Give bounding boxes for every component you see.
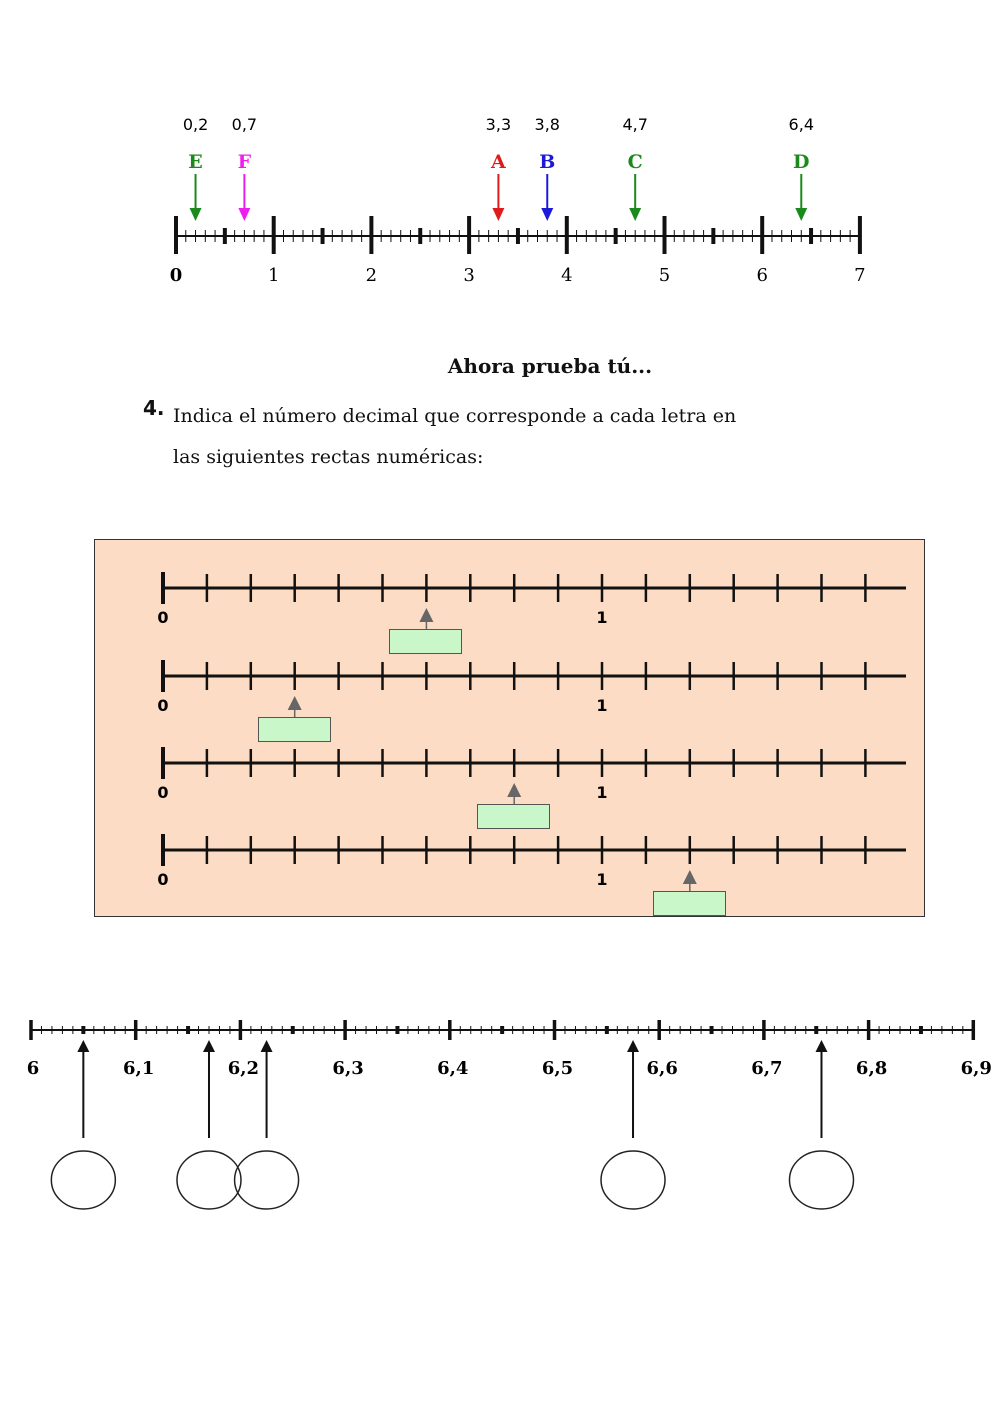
zero-label: 0: [157, 783, 169, 802]
example-number-line: [0, 0, 1000, 300]
answer-box[interactable]: [477, 804, 550, 829]
marker-value-label: 3,3: [485, 115, 512, 134]
answer-circle: [789, 1151, 853, 1209]
exercise-instruction-line-2: las siguientes rectas numéricas:: [173, 446, 484, 468]
zero-label: 0: [157, 870, 169, 889]
one-label: 1: [596, 696, 608, 715]
exercise-panel: [94, 539, 925, 917]
marker-value-label: 0,7: [231, 115, 258, 134]
marker-value-label: 4,7: [622, 115, 648, 134]
zero-label: 0: [157, 696, 169, 715]
answer-box[interactable]: [653, 891, 726, 916]
marker-arrow-head: [795, 208, 807, 221]
answer-circle: [51, 1151, 115, 1209]
marker-letter: C: [627, 151, 643, 173]
section-heading: Ahora prueba tú...: [447, 354, 653, 378]
exercise-instruction-line-1: Indica el número decimal que corresponde a cada letra en: [173, 405, 737, 427]
axis-label: 6,8: [855, 1058, 888, 1079]
answer-box[interactable]: [258, 717, 331, 742]
pointer-arrow-icon: [203, 1040, 215, 1052]
axis-label: 3: [463, 265, 475, 286]
axis-label: 6,9: [960, 1058, 992, 1079]
axis-label: 6,2: [227, 1058, 260, 1079]
marker-value-label: 3,8: [534, 115, 560, 134]
one-label: 1: [596, 870, 608, 889]
marker-letter: B: [539, 151, 556, 173]
axis-label: 7: [854, 265, 866, 286]
answer-circle: [601, 1151, 665, 1209]
one-label: 1: [596, 608, 608, 627]
marker-letter: F: [237, 151, 252, 173]
zero-label: 0: [157, 608, 169, 627]
pointer-arrow-icon: [77, 1040, 89, 1052]
axis-label: 6,1: [123, 1058, 155, 1079]
axis-label: 6,3: [332, 1058, 364, 1079]
marker-letter: D: [793, 151, 810, 173]
exercise-number-lines: [95, 540, 924, 916]
axis-label: 6,5: [541, 1058, 574, 1079]
pointer-arrow-icon: [419, 608, 433, 622]
exercise-instructions: [173, 396, 873, 478]
pointer-arrow-icon: [815, 1040, 827, 1052]
axis-label: 2: [365, 265, 378, 286]
pointer-arrow-icon: [261, 1040, 273, 1052]
answer-circle: [235, 1151, 299, 1209]
axis-label: 4: [561, 265, 573, 286]
axis-label: 6: [756, 265, 768, 286]
marker-arrow-head: [629, 208, 641, 221]
marker-value-label: 6,4: [788, 115, 815, 134]
axis-label: 0: [169, 265, 183, 286]
axis-label: 6,4: [437, 1058, 469, 1079]
marker-arrow-head: [541, 208, 553, 221]
marker-value-label: 0,2: [182, 115, 209, 134]
one-label: 1: [596, 783, 608, 802]
pointer-arrow-icon: [288, 696, 302, 710]
exercise-number: 4.: [143, 396, 165, 420]
answer-circle: [177, 1151, 241, 1209]
pointer-arrow-icon: [683, 870, 697, 884]
pointer-arrow-icon: [627, 1040, 639, 1052]
marker-letter: A: [491, 151, 506, 173]
marker-arrow-head: [190, 208, 202, 221]
answer-box[interactable]: [389, 629, 462, 654]
pointer-arrow-icon: [507, 783, 521, 797]
axis-label: 6,7: [751, 1058, 783, 1079]
axis-label: 6: [26, 1058, 40, 1079]
axis-label: 1: [267, 265, 280, 286]
marker-arrow-head: [238, 208, 250, 221]
marker-arrow-head: [492, 208, 504, 221]
axis-label: 5: [658, 265, 671, 286]
marker-letter: E: [188, 151, 203, 173]
decimal-number-line: [0, 990, 1000, 1230]
axis-label: 6,6: [646, 1058, 678, 1079]
